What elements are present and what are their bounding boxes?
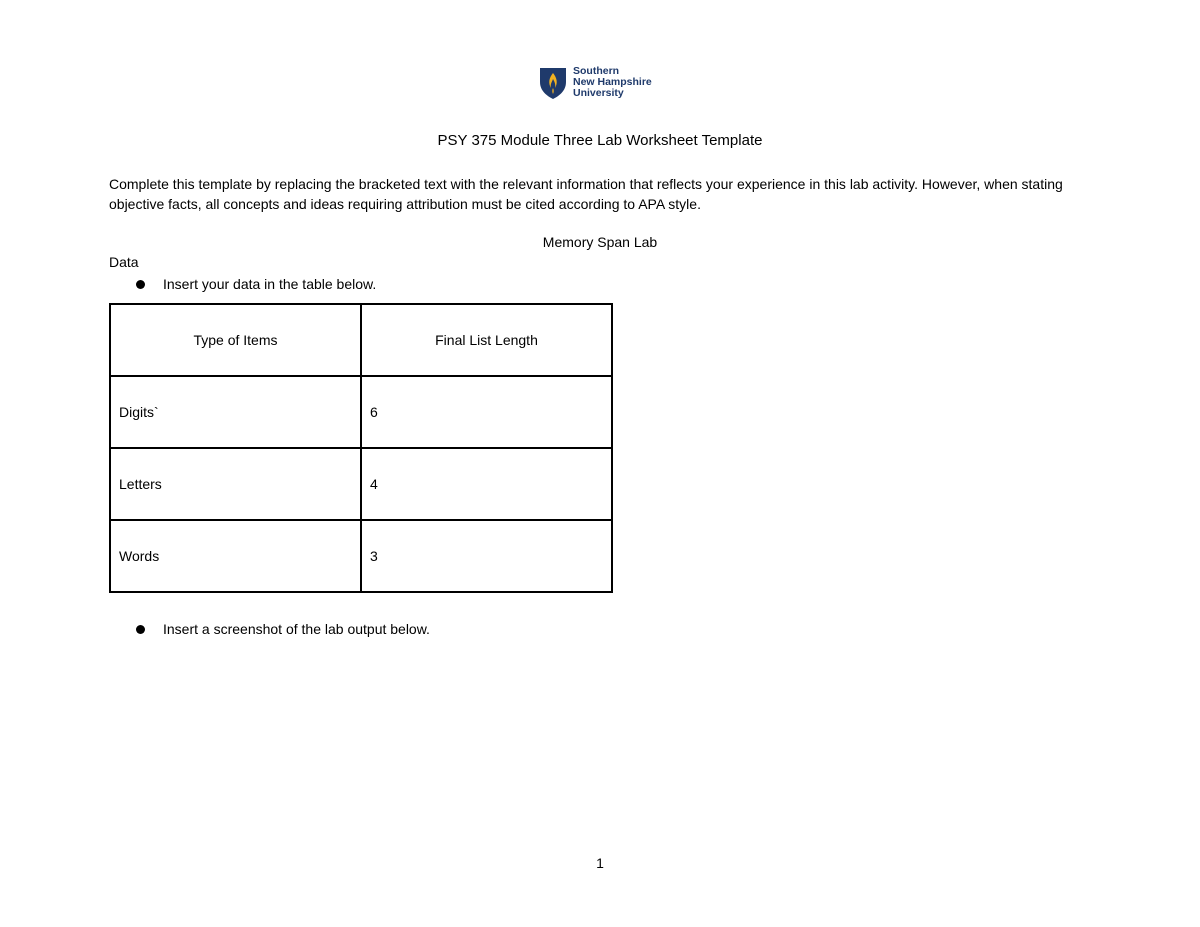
instructions-paragraph: Complete this template by replacing the bracketed text with the relevant information that reflects your experience in this lab activity. However, when stating objective facts, all concepts and ideas requiring attribution must be cited according to APA style. [109,176,1063,212]
university-logo [538,66,652,100]
table-cell[interactable]: Digits` [110,376,361,448]
table-row [110,448,612,520]
table-cell[interactable]: 3 [361,520,612,592]
logo-line: Southern [573,65,620,77]
data-label: Data [109,254,139,270]
logo-wordmark [573,66,652,99]
document-title: PSY 375 Module Three Lab Worksheet Template [437,132,763,149]
table-header-cell[interactable]: Type of Items [110,304,361,376]
bullet-icon [136,625,145,634]
table-row [110,520,612,592]
bullet-item [136,276,376,292]
section-title: Memory Span Lab [542,234,658,250]
data-table [109,303,613,593]
table-header-cell[interactable]: Final List Length [361,304,612,376]
table-cell[interactable]: 6 [361,376,612,448]
bullet-text: Insert your data in the table below. [163,276,377,292]
logo-line: New Hampshire [573,76,652,88]
table-cell[interactable]: 4 [361,448,612,520]
table-row [110,376,612,448]
page-number: 1 [596,855,604,871]
bullet-text: Insert a screenshot of the lab output below. [163,621,430,637]
logo-line: University [573,87,624,99]
bullet-icon [136,280,145,289]
shield-flame-icon [538,66,568,100]
table-cell[interactable]: Letters [110,448,361,520]
bullet-item [136,621,430,637]
table-cell[interactable]: Words [110,520,361,592]
table-header-row [110,304,612,376]
